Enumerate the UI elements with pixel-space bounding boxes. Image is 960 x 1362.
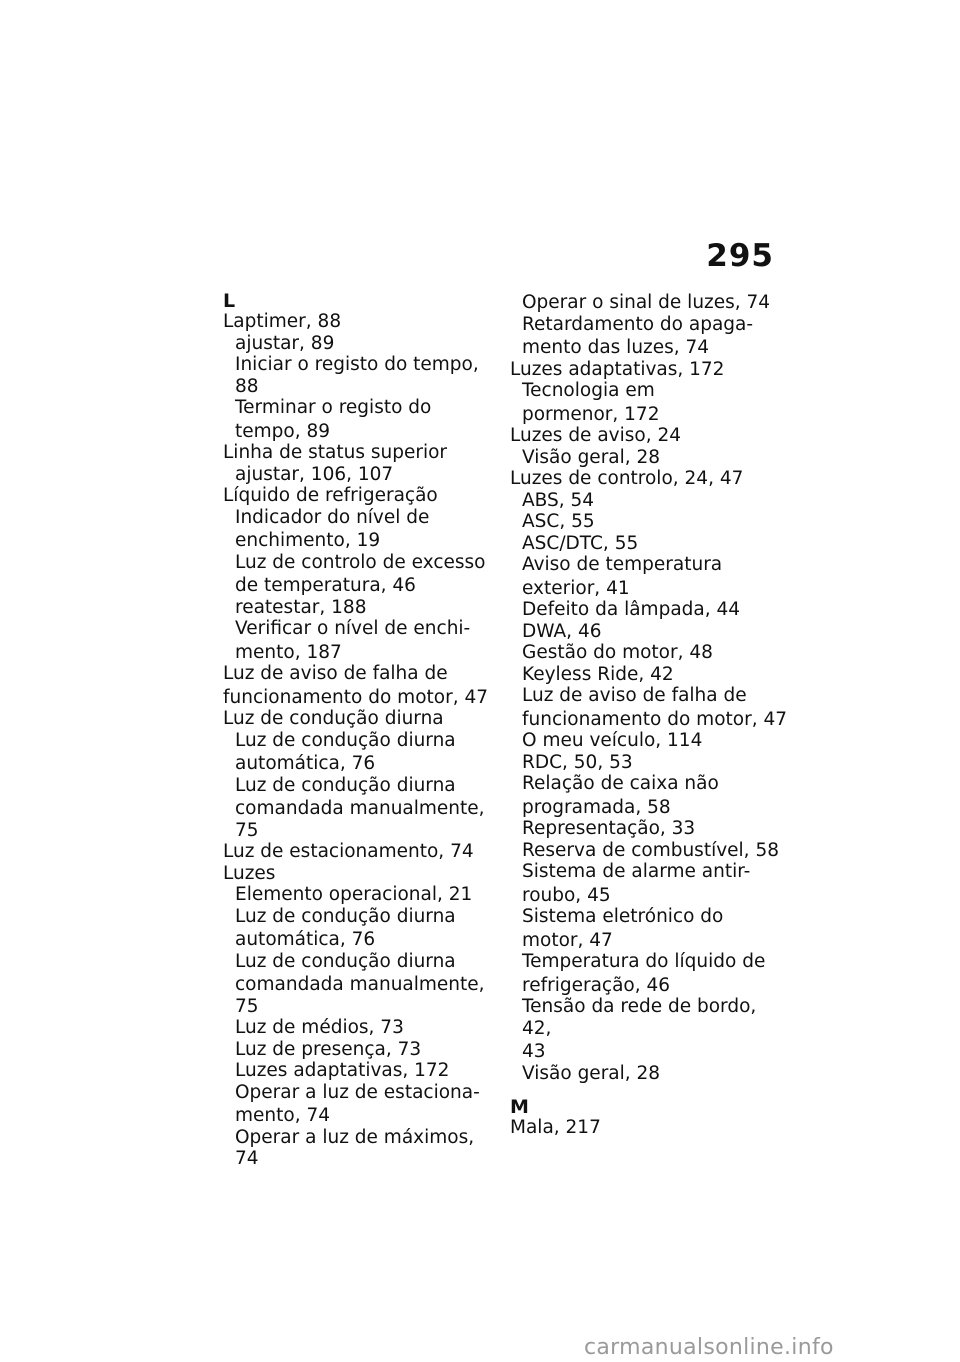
index-entry-line: tempo, 89 [235, 420, 331, 442]
index-entry-line: roubo, 45 [522, 884, 611, 906]
index-entry-line: Luz de médios, 73 [235, 1017, 404, 1038]
index-subentry [510, 599, 790, 621]
index-subentry [510, 730, 790, 752]
index-subentry [510, 773, 790, 818]
index-entry-line: Líquido de refrigeração [223, 485, 438, 506]
index-entry-line: Luz de condução diurna [235, 950, 456, 972]
index-entry-line: Elemento operacional, 21 [235, 884, 473, 905]
index-entry-line: Tensão da rede de bordo, 42, [522, 996, 757, 1039]
index-subentry [510, 554, 790, 599]
index-entry [223, 442, 503, 464]
index-entry-line: Mala, 217 [510, 1117, 601, 1138]
index-subentry [510, 292, 790, 314]
index-entry [510, 1117, 790, 1139]
index-subentry [510, 447, 790, 469]
index-subentry [223, 1127, 503, 1170]
index-subentry [510, 906, 790, 951]
index-subentry [223, 397, 503, 442]
index-section-letter: M [510, 1096, 529, 1118]
index-entry [223, 311, 503, 333]
index-subentry [510, 642, 790, 664]
index-subentry [223, 730, 503, 775]
index-subentry [223, 597, 503, 619]
index-entry-line: Luz de aviso de falha de [223, 663, 448, 684]
index-entry-line: Luzes adaptativas, 172 [510, 358, 725, 380]
index-entry-line: Relação de caixa não [522, 773, 719, 794]
index-subentry [510, 621, 790, 643]
index-subentry [223, 1060, 503, 1082]
index-entry [223, 863, 503, 885]
index-entry-line: ajustar, 106, 107 [235, 463, 394, 485]
index-entry-line: Operar a luz de máximos, 74 [235, 1126, 475, 1169]
index-subentry [510, 490, 790, 512]
index-entry-line: mento das luzes, 74 [522, 337, 710, 358]
index-entry-line: Luzes de controlo, 24, 47 [510, 468, 744, 489]
index-entry-line: automática, 76 [235, 753, 376, 774]
index-entry-line: Keyless Ride, 42 [522, 663, 674, 685]
index-entry-line: Laptimer, 88 [223, 311, 342, 332]
index-entry-line: ASC, 55 [522, 511, 595, 532]
index-subentry [223, 906, 503, 951]
index-subentry [510, 380, 790, 425]
index-subentry [223, 951, 503, 1018]
index-subentry [510, 685, 790, 730]
index-subentry [223, 1017, 503, 1039]
index-entry-line: Luzes adaptativas, 172 [235, 1060, 450, 1081]
index-subentry [510, 752, 790, 774]
index-column-right [510, 292, 790, 1139]
index-entry-line: Aviso de temperatura [522, 554, 723, 575]
watermark-text: carmanualsonline.info [584, 1335, 834, 1360]
index-entry-line: de temperatura, 46 [235, 575, 416, 596]
index-entry-line: Tecnologia em [522, 380, 655, 401]
index-entry-line: RDC, 50, 53 [522, 751, 633, 773]
index-subentry [510, 818, 790, 840]
index-subentry [510, 314, 790, 359]
index-entry-line: Defeito da lâmpada, 44 [522, 599, 741, 620]
index-entry-line: comandada manualmente, 75 [235, 798, 485, 841]
index-entry-line: mento, 187 [235, 641, 342, 663]
index-subentry [510, 996, 790, 1063]
index-entry-line: Iniciar o registo do tempo, 88 [235, 354, 479, 397]
index-column-left [223, 292, 503, 1170]
index-entry-line: O meu veículo, 114 [522, 730, 703, 751]
index-entry-line: Luz de presença, 73 [235, 1038, 422, 1060]
index-entry-line: comandada manualmente, 75 [235, 974, 485, 1017]
index-entry-line: mento, 74 [235, 1105, 331, 1126]
index-entry-line: Operar a luz de estaciona- [235, 1081, 480, 1103]
index-subentry [510, 533, 790, 555]
index-subentry [223, 884, 503, 906]
index-entry [223, 663, 503, 708]
index-entry [510, 359, 790, 381]
index-entry-line: funcionamento do motor, 47 [223, 686, 488, 708]
index-entry-line: Retardamento do apaga- [522, 313, 754, 335]
index-entry [510, 468, 790, 490]
index-entry-line: refrigeração, 46 [522, 974, 671, 996]
page-number: 295 [706, 238, 774, 274]
index-entry-line: ABS, 54 [522, 489, 595, 511]
index-subentry [223, 507, 503, 552]
index-entry-line: enchimento, 19 [235, 530, 381, 551]
index-subentry [510, 511, 790, 533]
index-entry-line: 43 [522, 1041, 546, 1062]
index-subentry [223, 775, 503, 842]
index-entry-line: Sistema eletrónico do [522, 906, 724, 927]
index-entry-line: automática, 76 [235, 929, 376, 950]
index-subentry [510, 664, 790, 686]
index-entry-line: Operar o sinal de luzes, 74 [522, 292, 771, 313]
index-entry-line: Visão geral, 28 [522, 1062, 661, 1084]
index-entry-line: Luzes de aviso, 24 [510, 425, 682, 446]
index-entry [223, 708, 503, 730]
index-subentry [223, 1082, 503, 1127]
index-subentry [223, 464, 503, 486]
index-entry [223, 485, 503, 507]
index-entry-line: Luz de condução diurna [235, 774, 456, 796]
index-section-letter: L [223, 290, 236, 312]
index-entry [223, 841, 503, 863]
index-subentry [510, 951, 790, 996]
index-entry-line: Luz de condução diurna [235, 905, 456, 927]
index-entry-line: Reserva de combustível, 58 [522, 839, 779, 861]
index-entry-line: reatestar, 188 [235, 596, 367, 618]
index-entry-line: Representação, 33 [522, 818, 696, 839]
index-entry-line: exterior, 41 [522, 577, 630, 599]
index-entry [510, 425, 790, 447]
index-entry-line: Sistema de alarme antir- [522, 861, 751, 882]
index-entry-line: Visão geral, 28 [522, 446, 661, 468]
index-entry-line: ajustar, 89 [235, 332, 335, 354]
index-subentry [510, 840, 790, 862]
index-subentry [510, 1063, 790, 1085]
index-entry-line: Luz de aviso de falha de [522, 685, 747, 706]
index-entry-line: Terminar o registo do [235, 397, 432, 418]
index-entry-line: Indicador do nível de [235, 506, 430, 528]
index-subentry [223, 1039, 503, 1061]
index-entry-line: ASC/DTC, 55 [522, 532, 639, 554]
index-entry-line: DWA, 46 [522, 620, 602, 642]
index-subentry [510, 861, 790, 906]
index-subentry [223, 618, 503, 663]
index-entry-line: Luz de controlo de excesso [235, 551, 486, 573]
index-entry-line: Gestão do motor, 48 [522, 642, 713, 663]
index-subentry [223, 354, 503, 397]
index-entry-line: Luz de estacionamento, 74 [223, 841, 474, 862]
index-subentry [223, 552, 503, 597]
index-entry-line: Linha de status superior [223, 442, 448, 463]
index-entry-line: Luz de condução diurna [223, 708, 444, 729]
index-entry-line: motor, 47 [522, 929, 613, 951]
index-entry-line: Verificar o nível de enchi- [235, 618, 471, 639]
index-entry-line: Luz de condução diurna [235, 729, 456, 751]
index-entry-line: programada, 58 [522, 796, 671, 818]
index-entry-line: Temperatura do líquido de [522, 951, 766, 972]
index-entry-line: Luzes [223, 862, 276, 884]
index-entry-line: funcionamento do motor, 47 [522, 708, 787, 730]
index-entry-line: pormenor, 172 [522, 403, 660, 425]
index-subentry [223, 333, 503, 355]
